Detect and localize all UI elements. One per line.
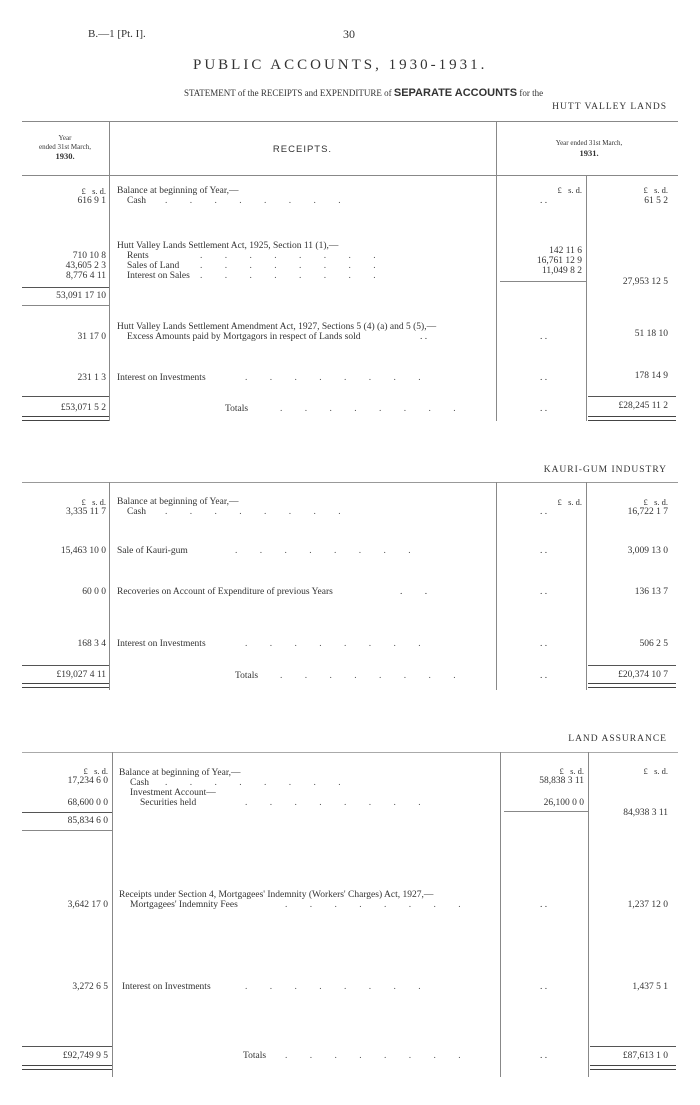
kauri-sale-1931: 3,009 13 0 — [627, 546, 668, 556]
hutt-balance-label: Balance at beginning of Year,— — [117, 186, 239, 196]
hutt-excess-1930: 31 17 0 — [77, 332, 106, 342]
subtotal-rule — [500, 281, 586, 282]
unit-pence: d. — [101, 766, 108, 776]
total-double-rule — [22, 416, 109, 421]
total-rule — [588, 665, 676, 666]
unit-pence: d. — [577, 766, 584, 776]
section-rule — [22, 482, 678, 483]
total-double-rule — [588, 683, 676, 688]
leader-dots: . . — [420, 332, 428, 342]
kauri-total-1930: £19,027 4 11 — [56, 670, 106, 680]
kauri-sale-label: Sale of Kauri-gum — [117, 546, 188, 556]
header-rule-top — [22, 121, 678, 122]
units-1930 — [20, 766, 108, 776]
total-rule — [22, 396, 109, 397]
unit-shilling: s. — [654, 766, 660, 776]
page-number: 30 — [343, 27, 355, 41]
unit-pence: d. — [661, 185, 668, 195]
vrule — [109, 121, 110, 421]
land-fees-1931: 1,237 12 0 — [627, 900, 668, 910]
header-rule-bottom — [22, 175, 678, 176]
land-inv-acct-label: Investment Account— — [130, 788, 216, 798]
section-rule — [22, 752, 678, 753]
leader-dots: . . — [540, 404, 548, 414]
unit-shilling: s. — [570, 766, 576, 776]
hutt-interest-inv-1931: 178 14 9 — [634, 371, 668, 381]
hutt-total-1930: £53,071 5 2 — [60, 403, 106, 413]
kauri-totals-label: Totals — [235, 671, 259, 681]
vrule — [496, 121, 497, 421]
hutt-totals-label: Totals — [225, 404, 249, 414]
unit-shilling: s. — [94, 766, 100, 776]
leader-dots: . . — [540, 332, 548, 342]
unit-pence: d. — [575, 497, 582, 507]
unit-shilling: s. — [568, 497, 574, 507]
hutt-rents-1931: 142 11 6 — [549, 246, 582, 256]
leader-dots: . . — [540, 639, 548, 649]
leader-dots: . . — [540, 196, 548, 206]
unit-shilling: s. — [568, 185, 574, 195]
hutt-excess-label: Excess Amounts paid by Mortgagors in respect of Lands sold — [127, 332, 361, 342]
leader-dots: . . . . . . . . — [285, 1051, 471, 1061]
units-1930 — [20, 497, 106, 507]
leader-dots: . . . . . . . . — [165, 507, 351, 517]
units-1931b — [592, 766, 668, 776]
leader-dots: . . — [540, 900, 548, 910]
units-1931a — [500, 497, 582, 507]
vrule — [112, 752, 113, 1077]
vrule — [496, 482, 497, 690]
kauri-balance-label: Balance at beginning of Year,— — [117, 497, 239, 507]
land-securities-1931: 26,100 0 0 — [543, 798, 584, 808]
land-balance-label: Balance at beginning of Year,— — [119, 768, 241, 778]
section-title-hutt: HUTT VALLEY LANDS — [552, 102, 667, 112]
leader-dots: . . — [540, 671, 548, 681]
leader-dots: . . — [540, 373, 548, 383]
vrule — [586, 175, 587, 421]
leader-dots: . . . . . . . . — [285, 900, 471, 910]
hutt-interest-inv-label: Interest on Investments — [117, 373, 206, 383]
col-head-1931 — [500, 138, 678, 158]
unit-pence: d. — [99, 497, 106, 507]
unit-pence: d. — [99, 186, 106, 196]
hutt-excess-1931: 51 18 10 — [634, 329, 668, 339]
leader-dots: . . . . . . . . — [165, 196, 351, 206]
statement-text: STATEMENT of the RECEIPTS and EXPENDITURE of — [184, 88, 392, 98]
leader-dots: . . — [400, 587, 438, 597]
land-securities-1930: 68,600 0 0 — [67, 798, 108, 808]
hutt-act-label: Hutt Valley Lands Settlement Act, 1925, Section 11 (1),— — [117, 241, 339, 251]
hutt-subtotal-1930: 53,091 17 10 — [56, 291, 106, 301]
leader-dots: . . . . . . . . — [200, 261, 386, 271]
hutt-interest-sales-1930: 8,776 4 11 — [65, 271, 106, 281]
land-securities-label: Securities held — [140, 798, 197, 808]
leader-dots: . . . . . . . . — [245, 982, 431, 992]
unit-pound: £ — [81, 497, 86, 507]
leader-dots: . . . . . . . . — [245, 373, 431, 383]
leader-dots: . . . . . . . . — [280, 404, 466, 414]
units-1931b — [590, 497, 668, 507]
land-total-1930: £92,749 9 5 — [62, 1051, 108, 1061]
hutt-sales-1930: 43,605 2 3 — [65, 261, 106, 271]
col-head-1930-l1: Year — [58, 134, 72, 142]
leader-dots: . . — [540, 1051, 548, 1061]
col-head-1931-l2: 1931. — [579, 148, 599, 158]
unit-pence: d. — [661, 766, 668, 776]
unit-pound: £ — [81, 186, 86, 196]
hutt-cash-1931: 61 5 2 — [644, 196, 668, 206]
statement-line — [184, 87, 543, 99]
land-fees-1930: 3,642 17 0 — [67, 900, 108, 910]
col-head-receipts: RECEIPTS. — [272, 144, 333, 155]
hutt-interest-sales-1931: 11,049 8 2 — [541, 266, 582, 276]
unit-pound: £ — [559, 766, 564, 776]
kauri-cash-1930: 3,335 11 7 — [65, 507, 106, 517]
kauri-interest-1931: 506 2 5 — [639, 639, 668, 649]
unit-shilling: s. — [654, 497, 660, 507]
col-head-1931-l1: Year ended 31st March, — [555, 139, 623, 147]
leader-dots: . . . . . . . . — [165, 778, 351, 788]
total-rule — [590, 1046, 676, 1047]
hutt-rents-label: Rents — [127, 251, 149, 261]
unit-pound: £ — [643, 766, 648, 776]
subtotal-rule — [22, 305, 109, 306]
units-1931b — [590, 185, 668, 195]
unit-pence: d. — [661, 497, 668, 507]
leader-dots: . . . . . . . . — [245, 639, 431, 649]
total-double-rule — [590, 1065, 676, 1070]
vrule — [109, 482, 110, 690]
hutt-act-total-1931: 27,953 12 5 — [622, 277, 668, 287]
hutt-interest-inv-1930: 231 1 3 — [77, 373, 106, 383]
kauri-total-1931: £20,374 10 7 — [618, 670, 668, 680]
vrule — [586, 482, 587, 690]
col-head-1930-l2: ended 31st March, — [39, 143, 91, 151]
col-head-1930-l3: 1930. — [55, 151, 75, 161]
land-interest-1930: 3,272 6 5 — [72, 982, 108, 992]
subtotal-rule — [22, 830, 112, 831]
total-rule — [22, 1046, 112, 1047]
leader-dots: . . . . . . . . — [235, 546, 421, 556]
leader-dots: . . . . . . . . — [200, 251, 386, 261]
land-total-1931: £87,613 1 0 — [622, 1051, 668, 1061]
leader-dots: . . — [540, 982, 548, 992]
land-interest-label: Interest on Investments — [122, 982, 211, 992]
kauri-interest-1930: 168 3 4 — [77, 639, 106, 649]
land-fees-label: Mortgagees' Indemnity Fees — [130, 900, 238, 910]
land-cash-label: Cash — [130, 778, 149, 788]
unit-pound: £ — [643, 497, 648, 507]
leader-dots: . . — [540, 507, 548, 517]
hutt-total-1931: £28,245 11 2 — [618, 401, 668, 411]
hutt-cash-1930: 616 9 1 — [77, 196, 106, 206]
subtotal-rule — [22, 812, 112, 813]
hutt-amend-label: Hutt Valley Lands Settlement Amendment Act, 1927, Sections 5 (4) (a) and 5 (5),— — [117, 322, 437, 332]
kauri-recov-1931: 136 13 7 — [634, 587, 668, 597]
unit-pence: d. — [575, 185, 582, 195]
unit-pound: £ — [643, 185, 648, 195]
hutt-rents-1930: 710 10 8 — [72, 251, 106, 261]
subtotal-rule — [22, 287, 109, 288]
total-rule — [22, 665, 109, 666]
land-subtotal-1930: 85,834 6 0 — [67, 816, 108, 826]
hutt-cash-label: Cash — [127, 196, 146, 206]
units-1930 — [20, 186, 106, 196]
hutt-sales-label: Sales of Land — [127, 261, 180, 271]
unit-shilling: s. — [92, 497, 98, 507]
land-cash-1930: 17,234 6 0 — [67, 776, 108, 786]
vrule — [588, 752, 589, 1077]
hutt-interest-sales-label: Interest on Sales — [127, 271, 190, 281]
leader-dots: . . . . . . . . — [200, 271, 386, 281]
leader-dots: . . — [540, 587, 548, 597]
hutt-sales-1931: 16,761 12 9 — [536, 256, 582, 266]
total-double-rule — [22, 1065, 112, 1070]
vrule — [500, 752, 501, 1077]
total-double-rule — [588, 416, 676, 421]
land-cash-1931: 58,838 3 11 — [539, 776, 584, 786]
unit-pound: £ — [557, 497, 562, 507]
leader-dots: . . . . . . . . — [245, 798, 431, 808]
leader-dots: . . . . . . . . — [280, 671, 466, 681]
kauri-recov-1930: 60 0 0 — [82, 587, 106, 597]
col-head-1930 — [22, 134, 108, 161]
statement-bold: SEPARATE ACCOUNTS — [393, 87, 518, 99]
land-totals-label: Totals — [243, 1051, 267, 1061]
unit-pound: £ — [557, 185, 562, 195]
section-title-kauri: KAURI-GUM INDUSTRY — [543, 465, 667, 475]
units-1931a — [504, 766, 584, 776]
page-title: PUBLIC ACCOUNTS, 1930-1931. — [193, 57, 488, 73]
total-rule — [588, 396, 676, 397]
statement-suffix: for the — [519, 88, 544, 98]
unit-pound: £ — [83, 766, 88, 776]
units-1931a — [500, 185, 582, 195]
kauri-cash-label: Cash — [127, 507, 146, 517]
subtotal-rule — [504, 811, 588, 812]
kauri-cash-1931: 16,722 1 7 — [627, 507, 668, 517]
leader-dots: . . — [540, 546, 548, 556]
section-title-land: LAND ASSURANCE — [568, 734, 667, 744]
land-balance-total-1931: 84,938 3 11 — [623, 808, 668, 818]
land-receipts-label: Receipts under Section 4, Mortgagees' Indemnity (Workers' Charges) Act, 1927,— — [119, 890, 434, 900]
unit-shilling: s. — [92, 186, 98, 196]
page-reference: B.—1 [Pt. I]. — [88, 28, 146, 40]
kauri-sale-1930: 15,463 10 0 — [60, 546, 106, 556]
total-double-rule — [22, 683, 109, 688]
land-interest-1931: 1,437 5 1 — [632, 982, 668, 992]
kauri-interest-label: Interest on Investments — [117, 639, 206, 649]
kauri-recov-label: Recoveries on Account of Expenditure of previous Years — [117, 587, 333, 597]
unit-shilling: s. — [654, 185, 660, 195]
